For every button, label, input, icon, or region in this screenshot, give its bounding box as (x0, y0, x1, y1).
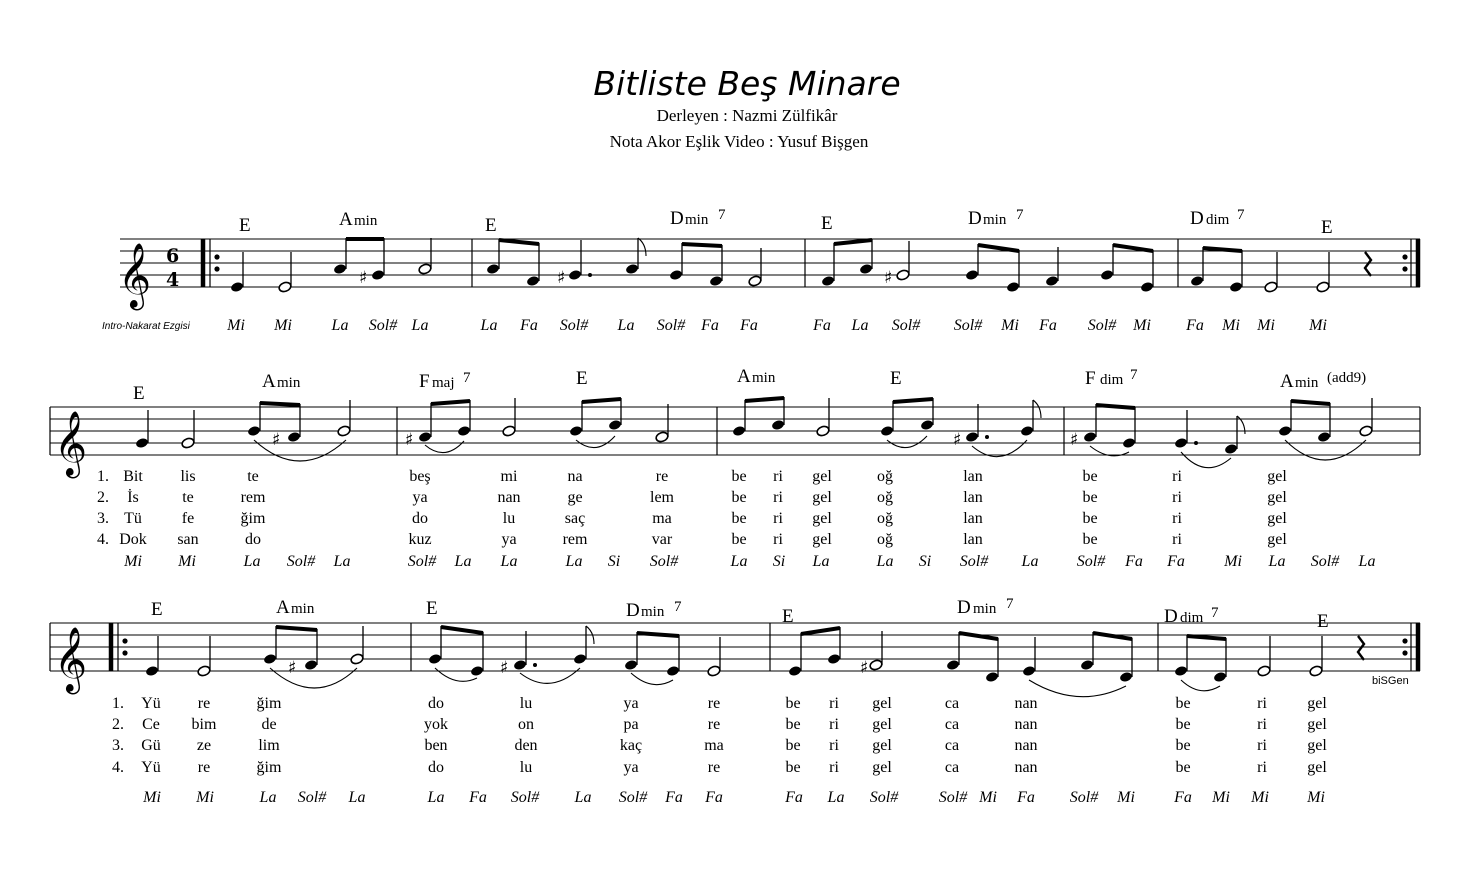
svg-text:Sol#: Sol# (1087, 317, 1117, 334)
svg-text:Fa: Fa (705, 789, 723, 806)
svg-text:7: 7 (718, 207, 726, 223)
svg-text:Mi: Mi (143, 789, 161, 806)
solfege-row-2 (123, 553, 1375, 570)
svg-text:saç: saç (564, 510, 586, 527)
svg-text:re: re (707, 759, 721, 776)
svg-text:be: be (785, 759, 801, 776)
svg-text:ri: ri (1172, 468, 1182, 485)
chord-symbol: E (576, 368, 588, 389)
svg-text:dim: dim (1206, 212, 1230, 228)
svg-text:Mi: Mi (1212, 789, 1230, 806)
svg-text:ri: ri (1172, 510, 1182, 527)
svg-text:Sol#: Sol# (368, 317, 398, 334)
system-3 (50, 596, 1420, 806)
svg-text:♯: ♯ (860, 658, 869, 678)
svg-text:lu: lu (502, 510, 516, 527)
svg-text:be: be (1175, 759, 1191, 776)
svg-text:na: na (567, 468, 583, 485)
svg-text:be: be (1082, 489, 1098, 506)
chord-symbol: E (1321, 217, 1333, 238)
svg-text:La: La (1021, 553, 1039, 570)
svg-text:min: min (752, 370, 776, 386)
svg-text:Mi: Mi (178, 553, 196, 570)
svg-text:Sol#: Sol# (656, 317, 686, 334)
svg-text:ge: ge (567, 489, 583, 506)
svg-text:rem: rem (562, 531, 588, 548)
chord-symbol: A (737, 366, 751, 387)
svg-text:re: re (707, 695, 721, 712)
svg-text:re: re (197, 695, 211, 712)
svg-text:Sol#: Sol# (953, 317, 983, 334)
svg-text:lu: lu (519, 759, 533, 776)
svg-text:Mi: Mi (1001, 317, 1019, 334)
chord-symbol: A (339, 209, 353, 230)
svg-text:La: La (617, 317, 635, 334)
svg-text:be: be (1082, 531, 1098, 548)
staff-3 (50, 623, 1420, 671)
svg-text:Fa: Fa (1174, 789, 1192, 806)
svg-text:İs: İs (127, 489, 139, 506)
treble-clef-icon: 𝄞 (118, 243, 152, 308)
svg-text:♯: ♯ (953, 430, 962, 450)
svg-text:Sol#: Sol# (938, 789, 968, 806)
svg-text:♯: ♯ (1070, 430, 1079, 450)
svg-text:Mi: Mi (1117, 789, 1135, 806)
svg-text:gel: gel (872, 737, 892, 754)
svg-text:Fa: Fa (1017, 789, 1035, 806)
svg-text:ya: ya (501, 531, 517, 548)
svg-text:gel: gel (1267, 510, 1287, 527)
svg-text:1.: 1. (97, 468, 109, 485)
svg-text:oğ: oğ (877, 510, 893, 527)
svg-text:ya: ya (412, 489, 428, 506)
svg-text:kuz: kuz (408, 531, 432, 548)
svg-text:La: La (243, 553, 261, 570)
svg-text:La: La (812, 553, 830, 570)
system-1 (102, 207, 1420, 334)
svg-text:re: re (707, 716, 721, 733)
svg-text:Sol#: Sol# (510, 789, 540, 806)
svg-text:gel: gel (812, 510, 832, 527)
chord-symbol: A (1280, 371, 1294, 392)
svg-text:te: te (182, 489, 194, 506)
svg-text:beş: beş (409, 468, 431, 485)
staff-1 (120, 239, 1420, 287)
svg-text:La: La (411, 317, 429, 334)
svg-text:7: 7 (463, 370, 471, 386)
svg-text:Sol#: Sol# (286, 553, 316, 570)
svg-text:♯: ♯ (288, 658, 297, 678)
svg-text:ca: ca (944, 759, 960, 776)
svg-text:Si: Si (607, 553, 621, 570)
verses-system-3 (112, 695, 1327, 776)
svg-text:rem: rem (240, 489, 266, 506)
svg-text:ri: ri (829, 737, 839, 754)
verse-3 (97, 510, 1287, 527)
svg-text:gel: gel (812, 468, 832, 485)
solfege-row-3 (142, 789, 1325, 806)
svg-text:nan: nan (1014, 695, 1038, 712)
svg-text:nan: nan (497, 489, 521, 506)
svg-text:lu: lu (519, 695, 533, 712)
svg-text:te: te (247, 468, 259, 485)
svg-text:4.: 4. (112, 759, 124, 776)
chord-symbol: E (890, 368, 902, 389)
svg-text:min: min (973, 601, 997, 617)
svg-text:Fa: Fa (785, 789, 803, 806)
svg-text:gel: gel (1267, 489, 1287, 506)
svg-text:do: do (428, 759, 444, 776)
chord-symbol: E (239, 215, 251, 236)
svg-text:2.: 2. (97, 489, 109, 506)
svg-text:de: de (261, 716, 277, 733)
svg-text:♯: ♯ (272, 430, 281, 450)
svg-text:La: La (331, 317, 349, 334)
svg-text:La: La (730, 553, 748, 570)
svg-text:Fa: Fa (740, 317, 758, 334)
svg-text:♯: ♯ (500, 658, 509, 678)
svg-text:lem: lem (650, 489, 674, 506)
arrangement-credit: Nota Akor Eşlik Video : Yusuf Bişgen (609, 132, 869, 151)
svg-text:ri: ri (1257, 716, 1267, 733)
chord-symbol: E (133, 383, 145, 404)
svg-text:den: den (514, 737, 538, 754)
solfege-row-1 (226, 317, 1327, 334)
verse-3 (112, 737, 1327, 754)
svg-text:re: re (197, 759, 211, 776)
svg-text:Fa: Fa (1186, 317, 1204, 334)
svg-text:7: 7 (1211, 605, 1219, 621)
svg-text:dim: dim (1180, 610, 1204, 626)
svg-text:gel: gel (1307, 759, 1327, 776)
verse-4 (97, 531, 1287, 548)
svg-text:kaç: kaç (619, 737, 643, 754)
svg-text:min: min (291, 601, 315, 617)
time-signature-top: 6 (166, 245, 180, 267)
svg-text:La: La (454, 553, 472, 570)
svg-text:Mi: Mi (1251, 789, 1269, 806)
svg-text:lis: lis (180, 468, 196, 485)
svg-text:ri: ri (829, 695, 839, 712)
svg-text:Sol#: Sol# (1076, 553, 1106, 570)
svg-text:Fa: Fa (520, 317, 538, 334)
chord-symbol: D (1190, 208, 1204, 229)
chord-symbol: A (276, 597, 290, 618)
intro-label: Intro-Nakarat Ezgisi (102, 321, 190, 332)
svg-text:Sol#: Sol# (869, 789, 899, 806)
svg-text:Mi: Mi (1309, 317, 1327, 334)
svg-text:Yü: Yü (141, 695, 161, 712)
svg-text:do: do (412, 510, 428, 527)
svg-text:7: 7 (1237, 207, 1245, 223)
svg-text:re: re (655, 468, 669, 485)
svg-text:Fa: Fa (701, 317, 719, 334)
svg-text:ze: ze (196, 737, 212, 754)
svg-text:ri: ri (1257, 759, 1267, 776)
svg-text:gel: gel (872, 695, 892, 712)
svg-text:gel: gel (1307, 695, 1327, 712)
svg-text:do: do (245, 531, 261, 548)
svg-text:gel: gel (812, 531, 832, 548)
svg-text:gel: gel (1267, 468, 1287, 485)
svg-text:La: La (427, 789, 445, 806)
svg-text:mi: mi (500, 468, 518, 485)
svg-text:lim: lim (258, 737, 280, 754)
svg-text:Fa: Fa (1039, 317, 1057, 334)
svg-text:Sol#: Sol# (891, 317, 921, 334)
svg-text:gel: gel (1307, 716, 1327, 733)
svg-text:La: La (876, 553, 894, 570)
svg-text:gel: gel (872, 716, 892, 733)
svg-text:3.: 3. (97, 510, 109, 527)
svg-text:Fa: Fa (1125, 553, 1143, 570)
svg-text:Sol#: Sol# (297, 789, 327, 806)
svg-text:7: 7 (1130, 367, 1138, 383)
chord-symbol: E (151, 599, 163, 620)
svg-text:do: do (428, 695, 444, 712)
svg-text:oğ: oğ (877, 489, 893, 506)
svg-text:ri: ri (773, 468, 783, 485)
svg-text:La: La (480, 317, 498, 334)
svg-text:ca: ca (944, 695, 960, 712)
svg-text:Si: Si (772, 553, 786, 570)
svg-text:Sol#: Sol# (559, 317, 589, 334)
svg-text:bim: bim (191, 716, 217, 733)
compiler-credit: Derleyen : Nazmi Zülfikâr (656, 106, 838, 125)
svg-text:Sol#: Sol# (1310, 553, 1340, 570)
svg-text:lan: lan (963, 531, 983, 548)
svg-text:7: 7 (674, 599, 682, 615)
svg-text:Fa: Fa (469, 789, 487, 806)
verse-2 (112, 716, 1327, 733)
chord-symbol: E (485, 215, 497, 236)
svg-text:Si: Si (918, 553, 932, 570)
svg-text:min: min (277, 375, 301, 391)
time-signature-bottom: 4 (166, 269, 180, 291)
arranger-signature: biSGen (1372, 675, 1409, 687)
verses-system-2 (97, 468, 1287, 548)
chord-symbol: D (1164, 606, 1178, 627)
svg-text:La: La (500, 553, 518, 570)
svg-text:min: min (1295, 375, 1319, 391)
svg-text:lan: lan (963, 468, 983, 485)
verse-2 (97, 488, 1287, 506)
svg-text:ri: ri (1172, 531, 1182, 548)
svg-text:3.: 3. (112, 737, 124, 754)
svg-text:Sol#: Sol# (649, 553, 679, 570)
svg-text:ri: ri (1172, 489, 1182, 506)
svg-text:gel: gel (872, 759, 892, 776)
svg-text:ma: ma (652, 510, 672, 527)
svg-text:be: be (1175, 737, 1191, 754)
svg-text:1.: 1. (112, 695, 124, 712)
svg-text:gel: gel (812, 489, 832, 506)
svg-text:be: be (731, 468, 747, 485)
chords-system-3 (151, 596, 1329, 632)
chord-symbol: D (626, 600, 640, 621)
svg-text:Mi: Mi (1222, 317, 1240, 334)
svg-text:min: min (641, 604, 665, 620)
svg-text:nan: nan (1014, 759, 1038, 776)
svg-text:min: min (983, 212, 1007, 228)
svg-text:Sol#: Sol# (407, 553, 437, 570)
svg-text:ri: ri (773, 489, 783, 506)
svg-text:be: be (731, 510, 747, 527)
treble-clef-icon: 𝄞 (54, 411, 88, 476)
svg-text:Sol#: Sol# (1069, 789, 1099, 806)
svg-text:oğ: oğ (877, 531, 893, 548)
svg-text:Fa: Fa (665, 789, 683, 806)
svg-text:ri: ri (1257, 695, 1267, 712)
svg-text:7: 7 (1016, 207, 1024, 223)
svg-text:2.: 2. (112, 716, 124, 733)
svg-text:Mi: Mi (1257, 317, 1275, 334)
svg-text:La: La (1358, 553, 1376, 570)
svg-text:be: be (731, 489, 747, 506)
svg-text:ri: ri (829, 759, 839, 776)
svg-text:gel: gel (1307, 737, 1327, 754)
svg-text:san: san (177, 531, 199, 548)
svg-text:La: La (259, 789, 277, 806)
svg-text:Sol#: Sol# (959, 553, 989, 570)
svg-text:lan: lan (963, 489, 983, 506)
notes-system-1 (230, 238, 1371, 293)
verse-4 (112, 759, 1327, 776)
svg-text:gel: gel (1267, 531, 1287, 548)
svg-text:be: be (1175, 695, 1191, 712)
svg-text:♯: ♯ (359, 268, 368, 288)
svg-text:var: var (651, 531, 673, 548)
svg-text:ğim: ğim (240, 510, 266, 527)
svg-text:fe: fe (181, 510, 195, 527)
chord-symbol: E (1317, 611, 1329, 632)
svg-text:♯: ♯ (884, 268, 893, 288)
svg-text:ğim: ğim (256, 759, 282, 776)
svg-text:pa: pa (623, 716, 639, 733)
svg-text:Bit: Bit (123, 468, 143, 485)
svg-text:La: La (333, 553, 351, 570)
svg-text:be: be (785, 737, 801, 754)
svg-text:Mi: Mi (979, 789, 997, 806)
svg-text:Mi: Mi (227, 317, 245, 334)
svg-text:ri: ri (773, 531, 783, 548)
svg-text:be: be (1175, 716, 1191, 733)
svg-text:Dok: Dok (119, 531, 147, 548)
svg-text:Sol#: Sol# (618, 789, 648, 806)
svg-text:lan: lan (963, 510, 983, 527)
svg-text:♯: ♯ (557, 268, 566, 288)
system-2 (50, 366, 1420, 570)
chord-symbol: D (968, 208, 982, 229)
svg-text:La: La (1268, 553, 1286, 570)
svg-text:Mi: Mi (196, 789, 214, 806)
notes-system-2 (135, 397, 1373, 468)
svg-text:ri: ri (773, 510, 783, 527)
svg-text:ma: ma (704, 737, 724, 754)
svg-text:dim: dim (1100, 372, 1124, 388)
svg-text:maj: maj (432, 375, 455, 391)
svg-text:ri: ri (829, 716, 839, 733)
svg-text:La: La (348, 789, 366, 806)
song-title: Bitliste Beş Minare (593, 64, 901, 103)
treble-clef-icon: 𝄞 (54, 627, 88, 692)
svg-text:7: 7 (1006, 596, 1014, 612)
chords-system-1 (239, 207, 1333, 238)
chord-symbol: A (262, 371, 276, 392)
verse-1 (112, 695, 1327, 712)
svg-text:La: La (827, 789, 845, 806)
svg-text:Tü: Tü (124, 510, 142, 527)
svg-text:oğ: oğ (877, 468, 893, 485)
svg-text:Fa: Fa (1167, 553, 1185, 570)
svg-text:ğim: ğim (256, 695, 282, 712)
svg-text:be: be (785, 716, 801, 733)
svg-text:Mi: Mi (274, 317, 292, 334)
chord-symbol: E (426, 598, 438, 619)
svg-text:ben: ben (424, 737, 448, 754)
svg-text:(add9): (add9) (1327, 370, 1367, 386)
svg-text:be: be (731, 531, 747, 548)
verse-1 (97, 468, 1287, 485)
svg-text:La: La (574, 789, 592, 806)
svg-text:ca: ca (944, 716, 960, 733)
svg-text:La: La (851, 317, 869, 334)
svg-text:4.: 4. (97, 531, 109, 548)
svg-text:La: La (565, 553, 583, 570)
svg-text:ca: ca (944, 737, 960, 754)
svg-text:be: be (785, 695, 801, 712)
svg-text:min: min (685, 212, 709, 228)
svg-text:ya: ya (623, 759, 639, 776)
svg-text:Gü: Gü (141, 737, 161, 754)
svg-text:be: be (1082, 468, 1098, 485)
chords-system-2 (133, 366, 1366, 404)
svg-text:be: be (1082, 510, 1098, 527)
svg-text:Mi: Mi (1133, 317, 1151, 334)
chord-symbol: F (1085, 368, 1096, 389)
chord-symbol: E (782, 606, 794, 627)
chord-symbol: F (419, 371, 430, 392)
svg-text:Yü: Yü (141, 759, 161, 776)
chord-symbol: D (957, 597, 971, 618)
svg-text:Mi: Mi (124, 553, 142, 570)
svg-text:nan: nan (1014, 737, 1038, 754)
svg-text:yok: yok (424, 716, 448, 733)
notes-system-3 (145, 626, 1364, 697)
svg-text:Fa: Fa (813, 317, 831, 334)
chord-symbol: E (821, 213, 833, 234)
svg-text:min: min (354, 213, 378, 229)
svg-text:nan: nan (1014, 716, 1038, 733)
chord-symbol: D (670, 208, 684, 229)
svg-text:ya: ya (623, 695, 639, 712)
svg-text:Ce: Ce (142, 716, 160, 733)
svg-text:Mi: Mi (1307, 789, 1325, 806)
svg-text:on: on (518, 716, 534, 733)
svg-text:Mi: Mi (1224, 553, 1242, 570)
svg-text:♯: ♯ (405, 430, 414, 450)
svg-text:ri: ri (1257, 737, 1267, 754)
